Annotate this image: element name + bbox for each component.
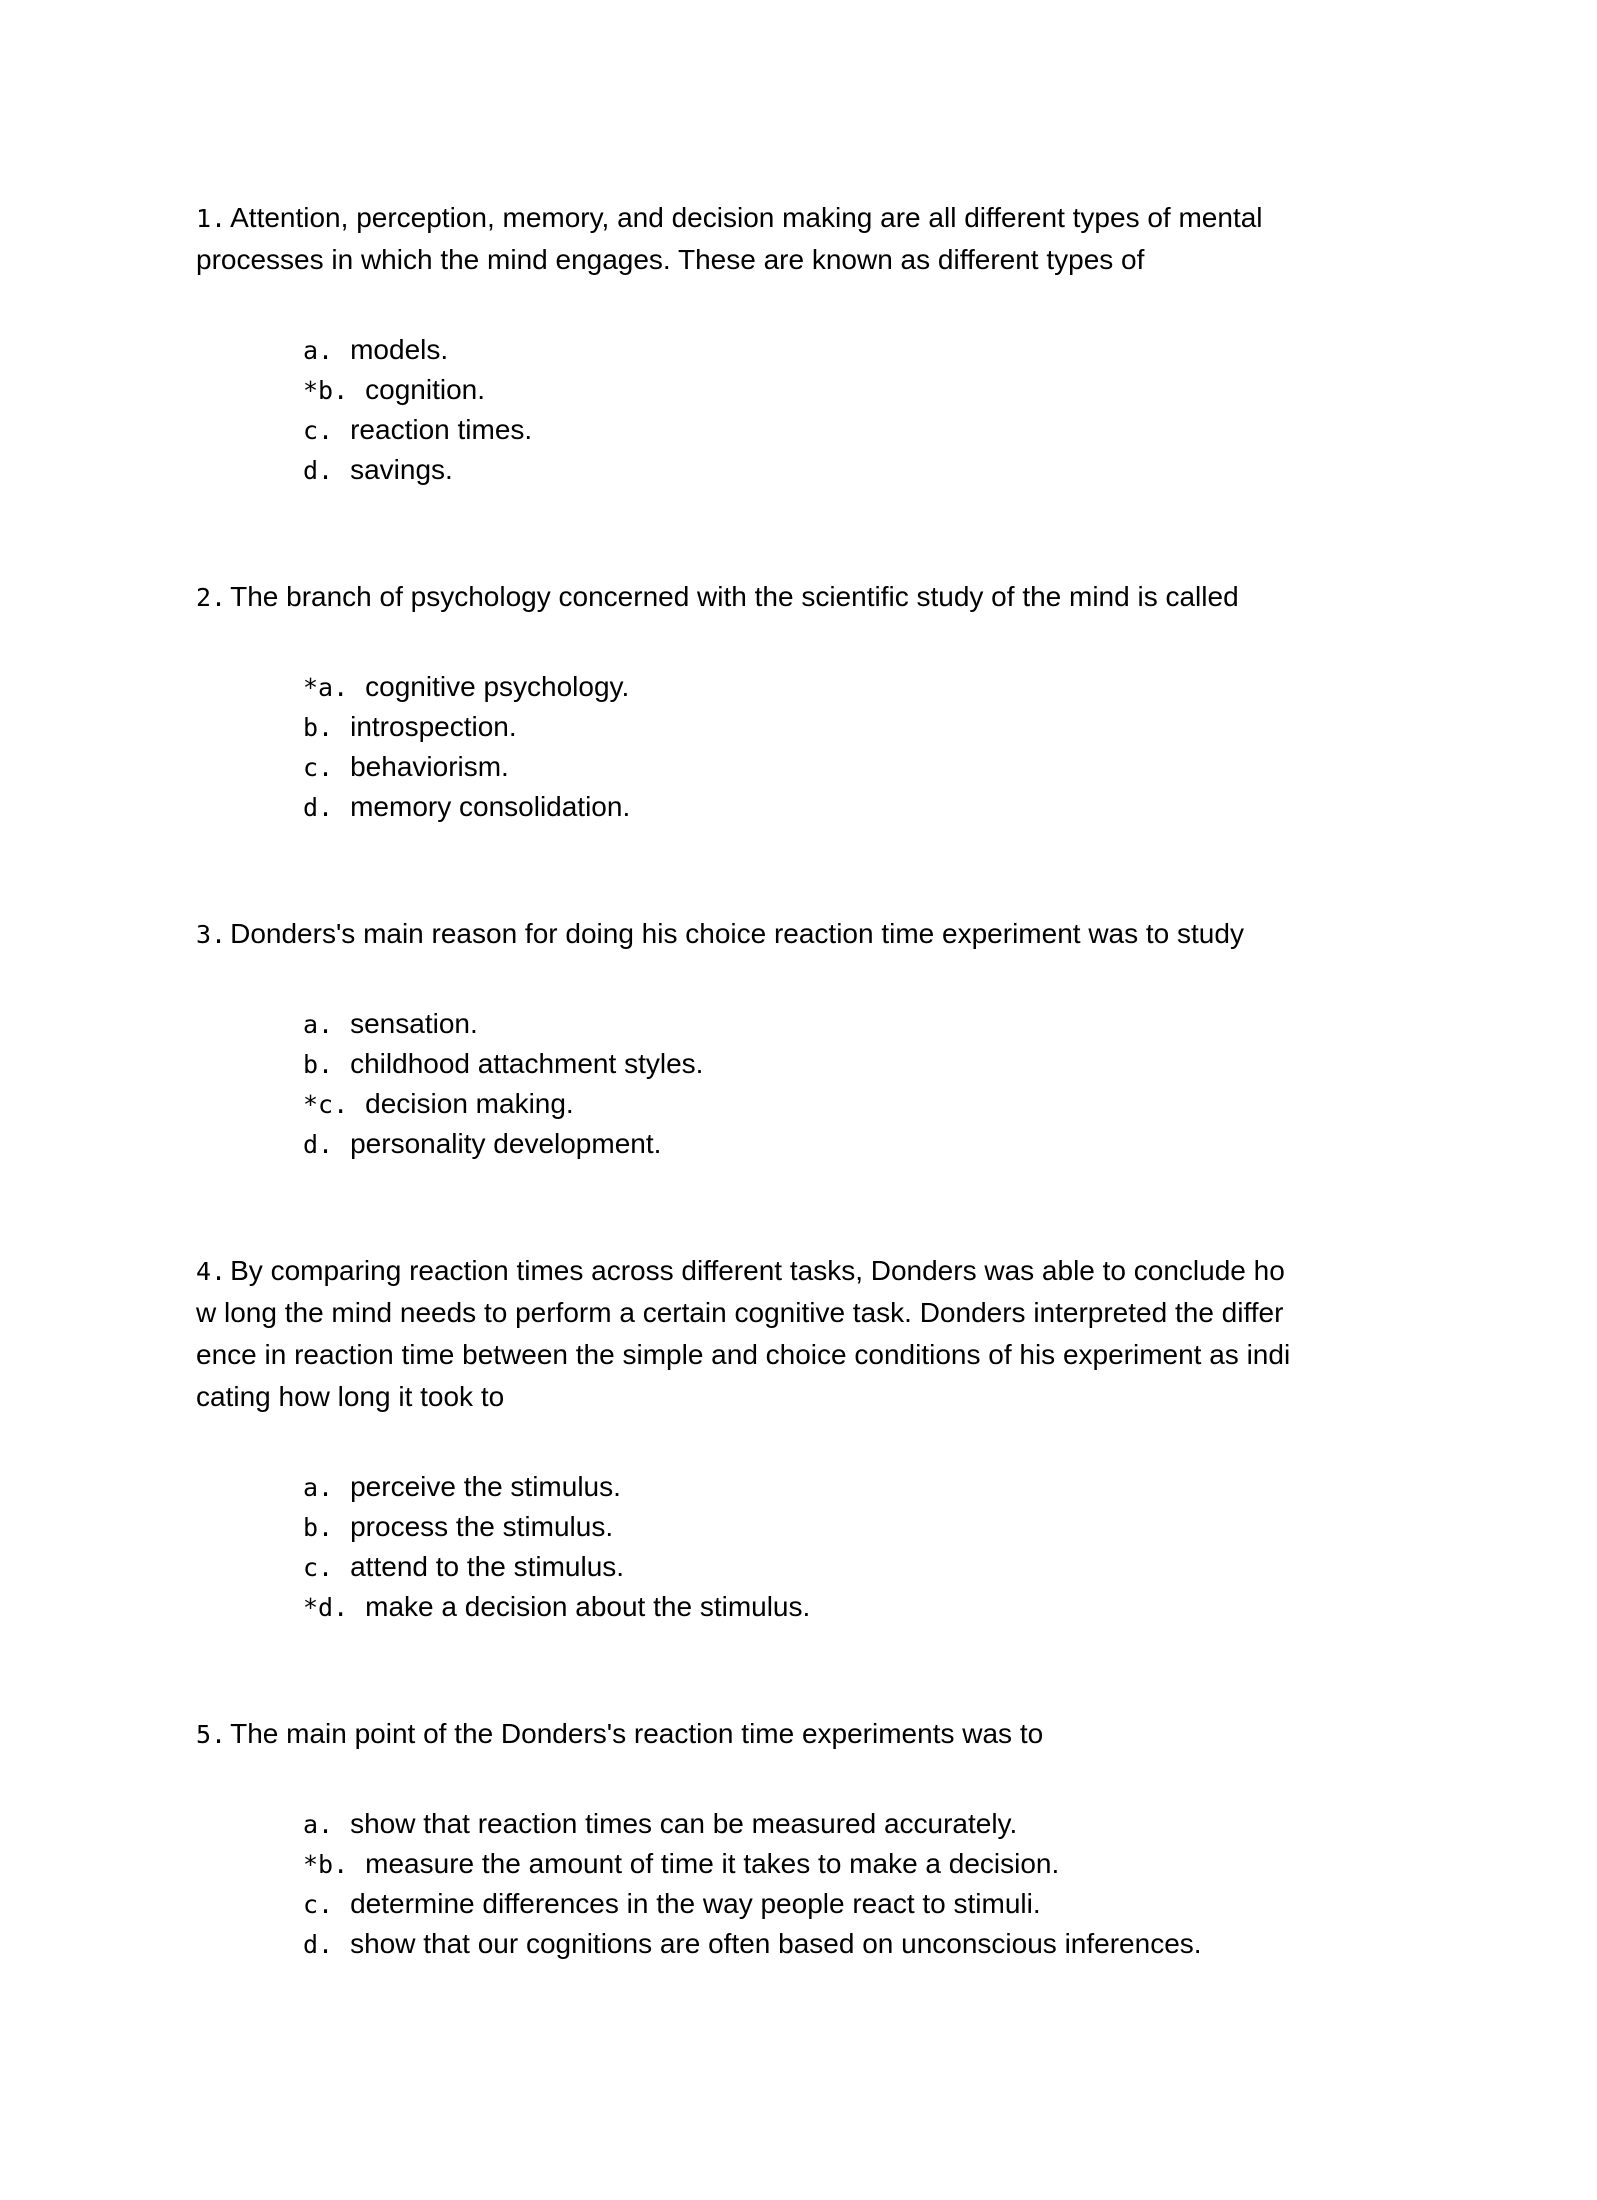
option-c: [303, 1884, 1597, 1924]
option-text: perceive the stimulus.: [350, 1471, 621, 1502]
options-list: [303, 667, 1597, 827]
option-b: [303, 1044, 1597, 1084]
option-label: a.: [303, 1010, 334, 1039]
question-number: 4.: [196, 1257, 227, 1286]
option-label: *c.: [303, 1090, 349, 1119]
question-4: [0, 1250, 1597, 1627]
option-text: cognition.: [365, 374, 486, 405]
option-label: c.: [303, 1553, 334, 1582]
question-3: [0, 913, 1597, 1164]
question-line: w long the mind needs to perform a certain cognitive task. Donders interpreted the differ: [196, 1297, 1284, 1328]
option-c: [303, 747, 1597, 787]
option-text: childhood attachment styles.: [350, 1048, 704, 1079]
option-label: d.: [303, 793, 334, 822]
question-2: [0, 576, 1597, 827]
question-line: processes in which the mind engages. These are known as different types of: [196, 244, 1145, 275]
question-text: [196, 1713, 1597, 1755]
option-text: process the stimulus.: [350, 1511, 614, 1542]
options-list: [303, 1804, 1597, 1964]
question-line-text: By comparing reaction times across different tasks, Donders was able to conclude ho: [230, 1255, 1285, 1286]
question-number: 1.: [196, 204, 227, 233]
option-label: b.: [303, 1513, 334, 1542]
option-text: decision making.: [365, 1088, 574, 1119]
option-d: [303, 1924, 1597, 1964]
option-label: d.: [303, 456, 334, 485]
option-a: [303, 1004, 1597, 1044]
question-line-text: Attention, perception, memory, and decision making are all different types of mental: [230, 202, 1263, 233]
option-label: c.: [303, 753, 334, 782]
option-b: [303, 707, 1597, 747]
option-text: determine differences in the way people react to stimuli.: [350, 1888, 1041, 1919]
option-text: personality development.: [350, 1128, 662, 1159]
question-line-text: Donders's main reason for doing his choice reaction time experiment was to study: [230, 918, 1244, 949]
question-number: 5.: [196, 1720, 227, 1749]
options-list: [303, 1004, 1597, 1164]
option-d: [303, 1124, 1597, 1164]
options-list: [303, 330, 1597, 490]
option-label: a.: [303, 336, 334, 365]
question-number: 2.: [196, 583, 227, 612]
option-text: models.: [350, 334, 449, 365]
option-label: *b.: [303, 376, 349, 405]
option-label: b.: [303, 1050, 334, 1079]
option-text: cognitive psychology.: [365, 671, 630, 702]
option-text: show that our cognitions are often based on unconscious inferences.: [350, 1928, 1202, 1959]
option-label: c.: [303, 416, 334, 445]
option-text: behaviorism.: [350, 751, 509, 782]
option-a-correct: [303, 667, 1597, 707]
question-text: [196, 913, 1597, 955]
question-text: [196, 197, 1597, 281]
option-text: make a decision about the stimulus.: [365, 1591, 811, 1622]
question-1: [0, 197, 1597, 490]
option-text: introspection.: [350, 711, 517, 742]
question-line-text: The branch of psychology concerned with the scientific study of the mind is called: [230, 581, 1239, 612]
question-text: [196, 1250, 1597, 1418]
option-label: d.: [303, 1130, 334, 1159]
question-line: [196, 197, 1597, 239]
option-text: show that reaction times can be measured accurately.: [350, 1808, 1018, 1839]
option-d: [303, 450, 1597, 490]
option-label: *d.: [303, 1593, 349, 1622]
option-c-correct: [303, 1084, 1597, 1124]
question-line: ence in reaction time between the simple and choice conditions of his experiment as indi: [196, 1339, 1291, 1370]
option-a: [303, 1467, 1597, 1507]
option-label: c.: [303, 1890, 334, 1919]
option-c: [303, 1547, 1597, 1587]
question-number: 3.: [196, 920, 227, 949]
option-a: [303, 330, 1597, 370]
option-a: [303, 1804, 1597, 1844]
option-label: a.: [303, 1473, 334, 1502]
option-text: sensation.: [350, 1008, 478, 1039]
option-text: measure the amount of time it takes to make a decision.: [365, 1848, 1060, 1879]
question-line: [196, 1713, 1597, 1755]
question-5: [0, 1713, 1597, 1964]
question-line: [196, 1250, 1597, 1292]
option-d-correct: [303, 1587, 1597, 1627]
option-label: d.: [303, 1930, 334, 1959]
option-c: [303, 410, 1597, 450]
option-label: a.: [303, 1810, 334, 1839]
option-label: *a.: [303, 673, 349, 702]
question-line: cating how long it took to: [196, 1381, 505, 1412]
option-b-correct: [303, 370, 1597, 410]
option-d: [303, 787, 1597, 827]
option-text: savings.: [350, 454, 453, 485]
question-text: [196, 576, 1597, 618]
question-line: [196, 576, 1597, 618]
option-text: reaction times.: [350, 414, 533, 445]
option-label: b.: [303, 713, 334, 742]
question-line: [196, 913, 1597, 955]
question-line-text: The main point of the Donders's reaction time experiments was to: [230, 1718, 1044, 1749]
option-b-correct: [303, 1844, 1597, 1884]
option-text: memory consolidation.: [350, 791, 631, 822]
option-label: *b.: [303, 1850, 349, 1879]
options-list: [303, 1467, 1597, 1627]
option-b: [303, 1507, 1597, 1547]
option-text: attend to the stimulus.: [350, 1551, 625, 1582]
